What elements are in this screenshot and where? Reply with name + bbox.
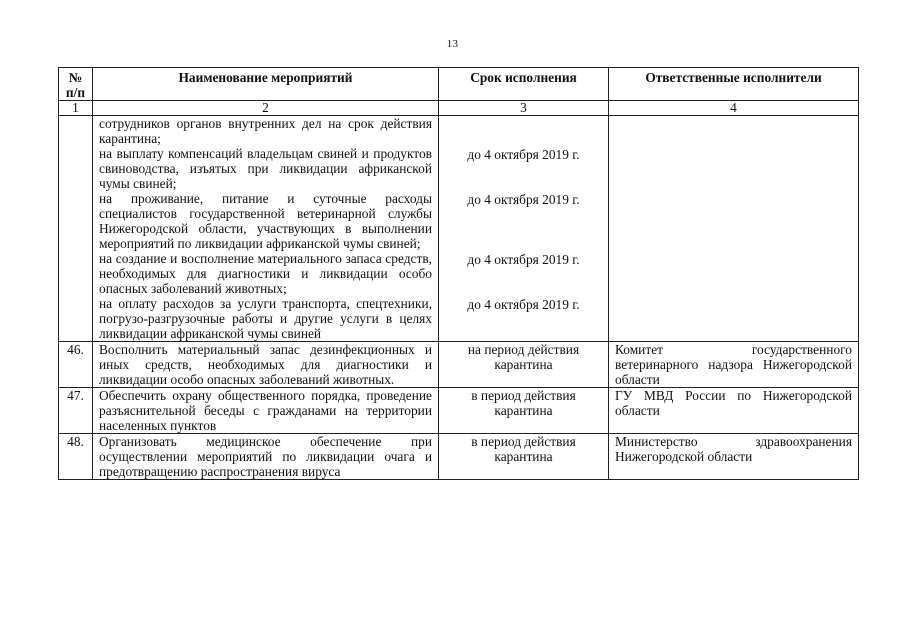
page-number: 13: [446, 38, 459, 50]
row-deadline: в период действия карантина: [439, 388, 609, 434]
row-description: [93, 342, 439, 388]
description-paragraph: на выплату компенсаций владельцам свиней и продуктов свиноводства, изъятых при ликвидации африканской чумы свиней;: [99, 146, 432, 191]
header-measures: Наименование мероприятий: [93, 68, 439, 101]
table-row: [59, 388, 859, 434]
row-number: 46.: [59, 342, 93, 388]
description-paragraph: на проживание, питание и суточные расходы специалистов государственной ветеринарной службы Нижегородской области, участвующих в выполнении мероприятий по ликвидации африканской чумы свиней;: [99, 191, 432, 251]
header-number: № п/п: [59, 68, 93, 101]
row-responsible: [609, 388, 859, 434]
row-responsible: [609, 434, 859, 480]
row-description: [93, 388, 439, 434]
table-row: [59, 342, 859, 388]
description-paragraph: на оплату расходов за услуги транспорта, спецтехники, погрузо-разгрузочные работы и другие услуги в целях ликвидации африканской чумы свиней: [99, 296, 432, 341]
table-row: [59, 116, 859, 342]
column-number: 4: [609, 101, 859, 116]
responsible-text: Комитет государственного ветеринарного надзора Нижегородской области: [615, 342, 852, 387]
deadline-text: до 4 октября 2019 г.: [467, 251, 580, 267]
deadline-text: до 4 октября 2019 г.: [467, 296, 580, 312]
deadline-text: до 4 октября 2019 г.: [467, 191, 580, 207]
header-responsible: Ответственные исполнители: [609, 68, 859, 101]
table-header-row: [59, 68, 859, 101]
responsible-text: Министерство здравоохранения Нижегородской области: [615, 434, 852, 464]
row-number: [59, 116, 93, 342]
table-row: [59, 434, 859, 480]
description-text: Обеспечить охрану общественного порядка, проведение разъяснительной беседы с гражданами на территории населенных пунктов: [99, 388, 432, 433]
column-number: 1: [59, 101, 93, 116]
row-description: [93, 434, 439, 480]
row-deadline: [439, 116, 609, 342]
row-description: [93, 116, 439, 342]
row-number: 47.: [59, 388, 93, 434]
header-deadline: Срок исполнения: [439, 68, 609, 101]
description-paragraph: сотрудников органов внутренних дел на срок действия карантина;: [99, 116, 432, 146]
column-number-row: [59, 101, 859, 116]
column-number: 2: [93, 101, 439, 116]
description-text: Восполнить материальный запас дезинфекционных и иных средств, необходимых для диагностики и ликвидации особо опасных заболеваний животных.: [99, 342, 432, 387]
row-deadline: на период действия карантина: [439, 342, 609, 388]
measures-table: [58, 67, 859, 480]
description-paragraph: на создание и восполнение материального запаса средств, необходимых для диагностики и ликвидации особо опасных заболеваний животных;: [99, 251, 432, 296]
row-responsible: [609, 342, 859, 388]
row-responsible: [609, 116, 859, 342]
row-number: 48.: [59, 434, 93, 480]
responsible-text: ГУ МВД России по Нижегородской области: [615, 388, 852, 418]
column-number: 3: [439, 101, 609, 116]
deadline-text: до 4 октября 2019 г.: [467, 146, 580, 162]
description-text: Организовать медицинское обеспечение при осуществлении мероприятий по ликвидации очага и предотвращению распространения вируса: [99, 434, 432, 479]
row-deadline: в период действия карантина: [439, 434, 609, 480]
